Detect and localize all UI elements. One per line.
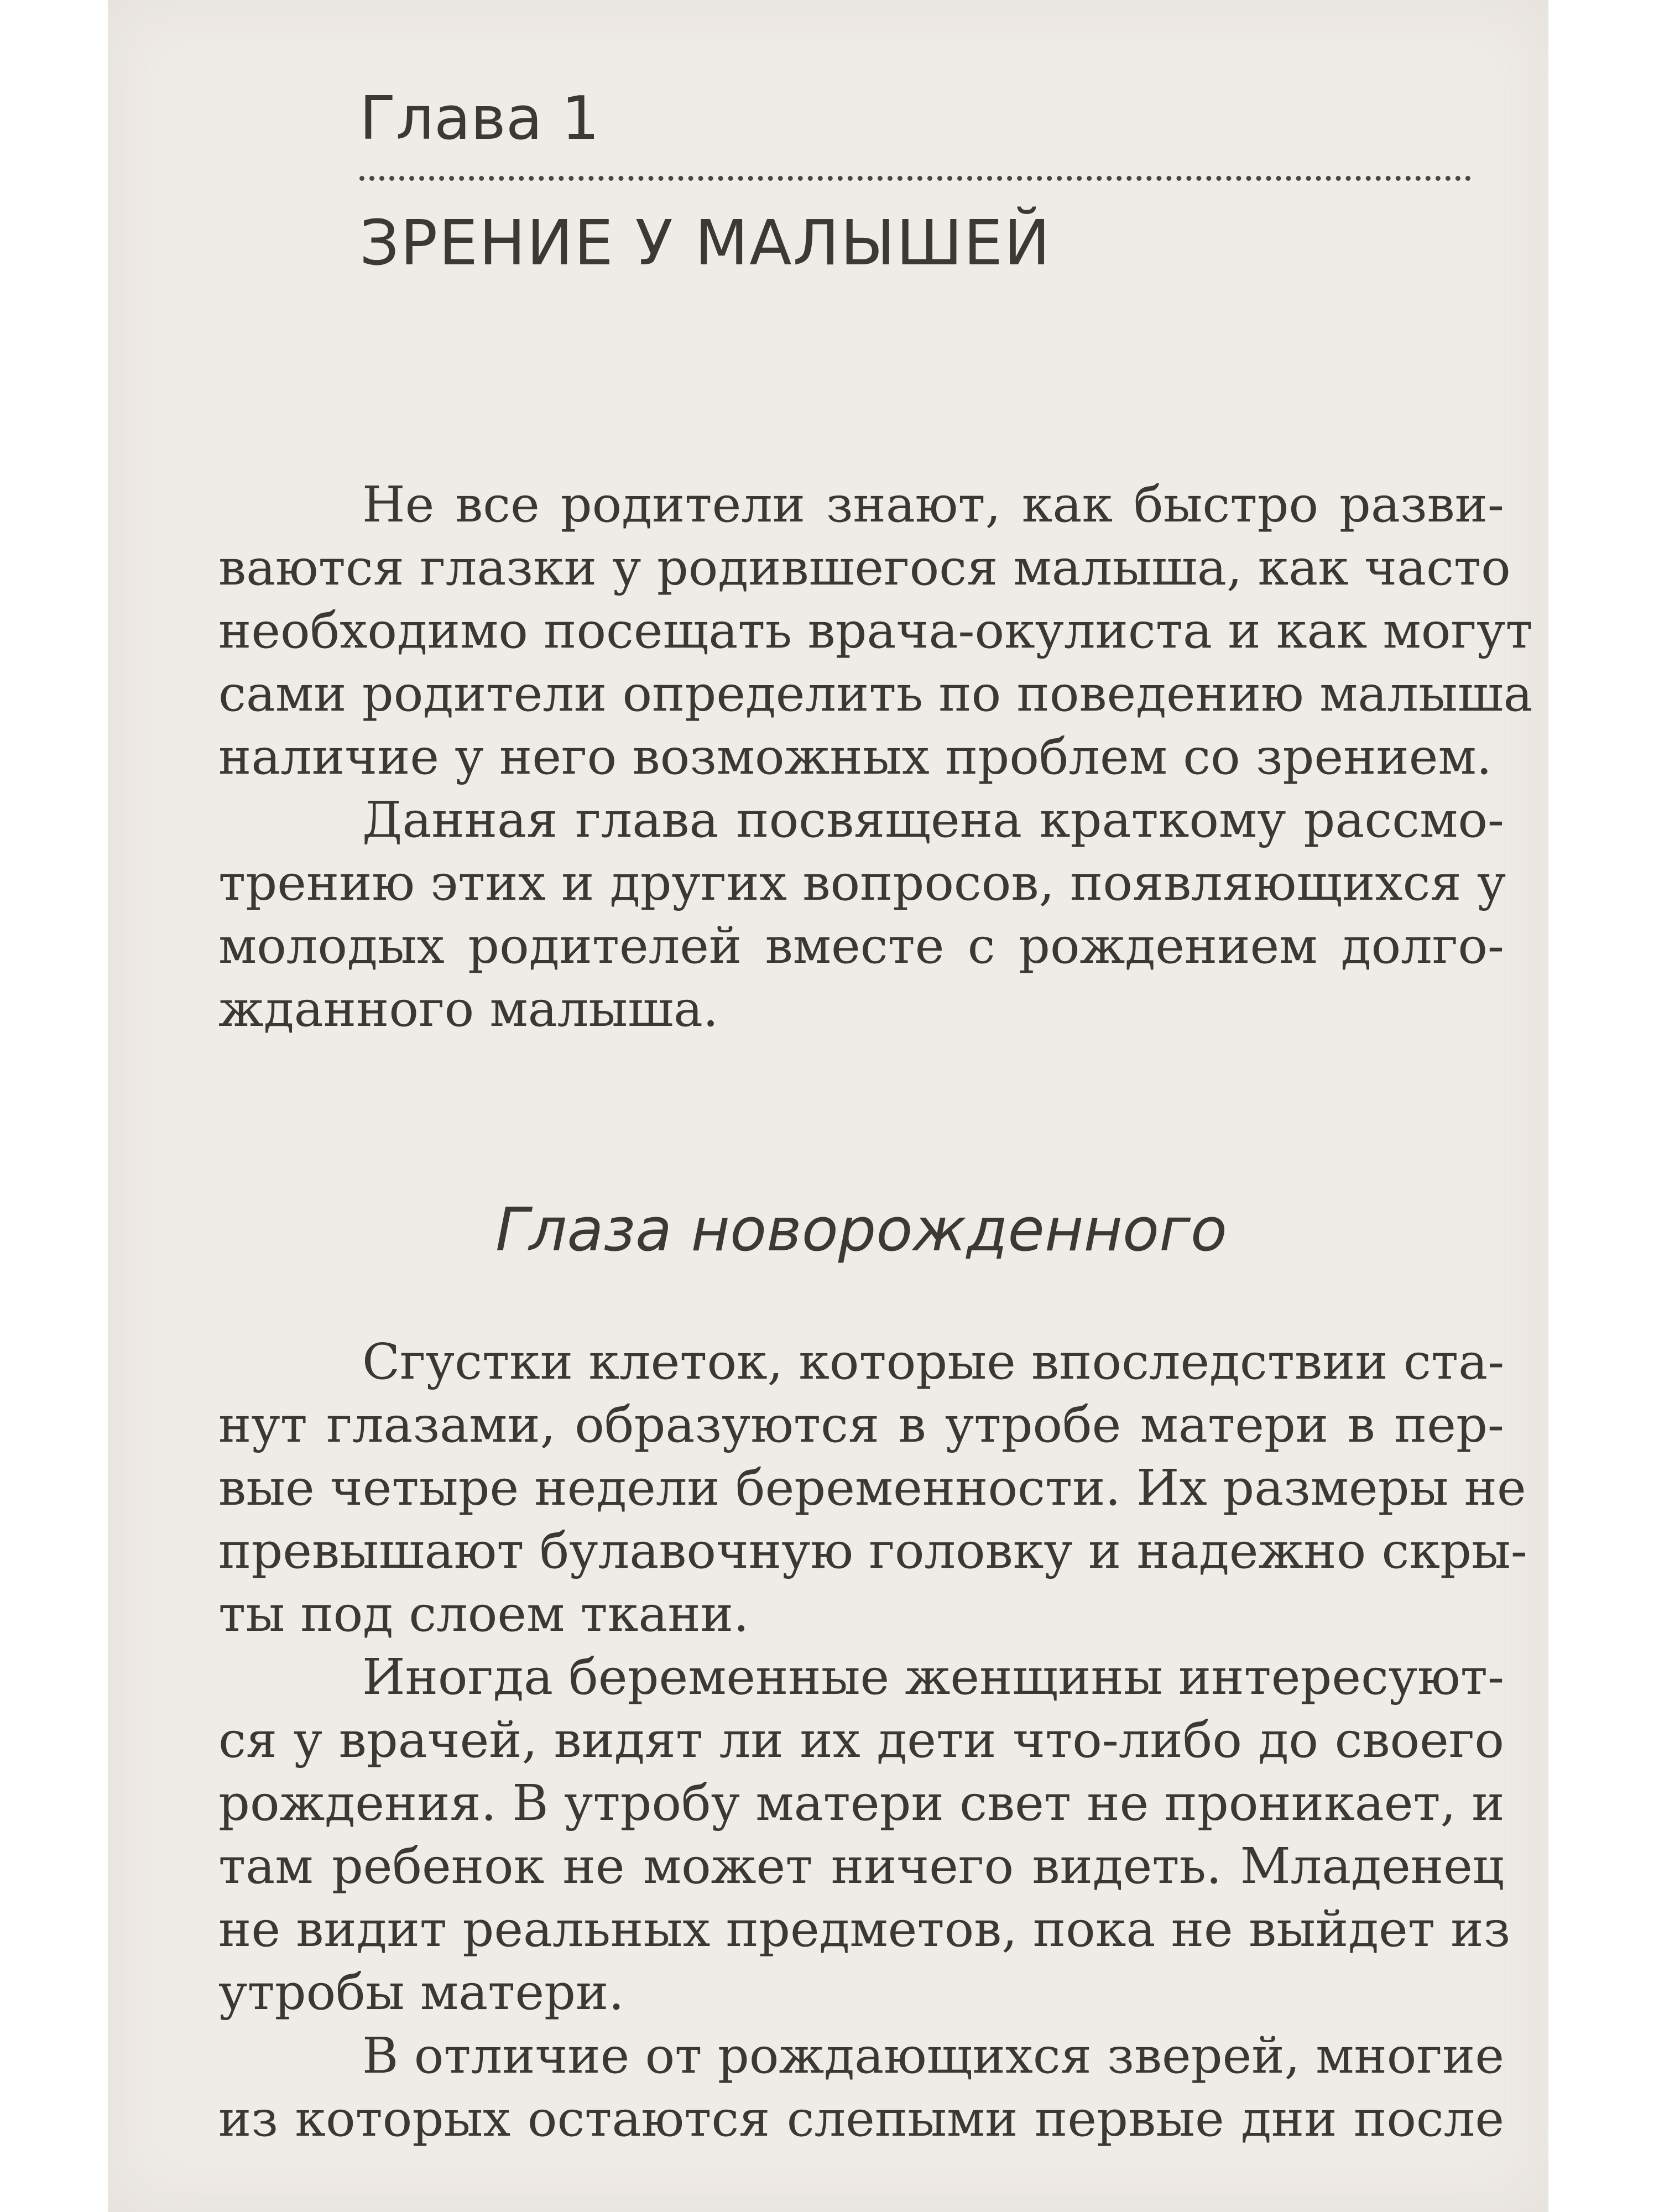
text-line: ты под слоем ткани. bbox=[218, 1585, 749, 1642]
intro-paragraph-1 bbox=[218, 473, 1533, 788]
section-paragraph-3 bbox=[218, 2024, 1504, 2150]
text-line: молодых родителей вместе с рождением долго- bbox=[218, 917, 1504, 974]
text-line: нут глазами, образуются в утробе матери в пер- bbox=[218, 1396, 1504, 1453]
intro-paragraph-2 bbox=[218, 788, 1504, 1040]
dotted-divider bbox=[359, 176, 1471, 181]
text-line: наличие у него возможных проблем со зрением. bbox=[218, 728, 1492, 785]
text-line: жданного малыша. bbox=[218, 980, 719, 1037]
text-line: Не все родители знают, как быстро разви- bbox=[362, 476, 1504, 533]
chapter-title: ЗРЕНИЕ У МАЛЫШЕЙ bbox=[359, 207, 1051, 279]
chapter-label: Глава 1 bbox=[359, 84, 599, 153]
text-line: рождения. В утробу матери свет не проникает, и bbox=[218, 1774, 1505, 1832]
section-paragraph-1 bbox=[218, 1330, 1527, 1645]
text-line: сами родители определить по поведению малыша bbox=[218, 665, 1533, 722]
text-line: Иногда беременные женщины интересуют- bbox=[362, 1648, 1505, 1705]
text-line: из которых остаются слепыми первые дни после bbox=[218, 2090, 1504, 2147]
text-line: трению этих и других вопросов, появляющихся у bbox=[218, 854, 1506, 911]
text-line: там ребенок не может ничего видеть. Младенец bbox=[218, 1837, 1504, 1895]
text-line: ся у врачей, видят ли их дети что-либо до своего bbox=[218, 1711, 1504, 1768]
section-paragraph-2 bbox=[218, 1645, 1511, 2023]
text-line: Сгустки клеток, которые впоследствии ста- bbox=[362, 1333, 1505, 1390]
text-line: Данная глава посвящена краткому рассмо- bbox=[362, 791, 1504, 848]
text-line: вые четыре недели беременности. Их размеры не bbox=[218, 1459, 1526, 1516]
section-title: Глаза новорожденного bbox=[495, 1196, 1227, 1265]
text-line: не видит реальных предметов, пока не выйдет из bbox=[218, 1900, 1511, 1958]
text-line: превышают булавочную головку и надежно скры- bbox=[218, 1522, 1527, 1579]
text-line: необходимо посещать врача-окулиста и как могут bbox=[218, 602, 1533, 659]
text-line: утробы матери. bbox=[218, 1963, 624, 2021]
text-line: В отличие от рождающихся зверей, многие bbox=[362, 2027, 1504, 2084]
text-line: ваются глазки у родившегося малыша, как часто bbox=[218, 539, 1511, 596]
page-content bbox=[218, 0, 1533, 2212]
